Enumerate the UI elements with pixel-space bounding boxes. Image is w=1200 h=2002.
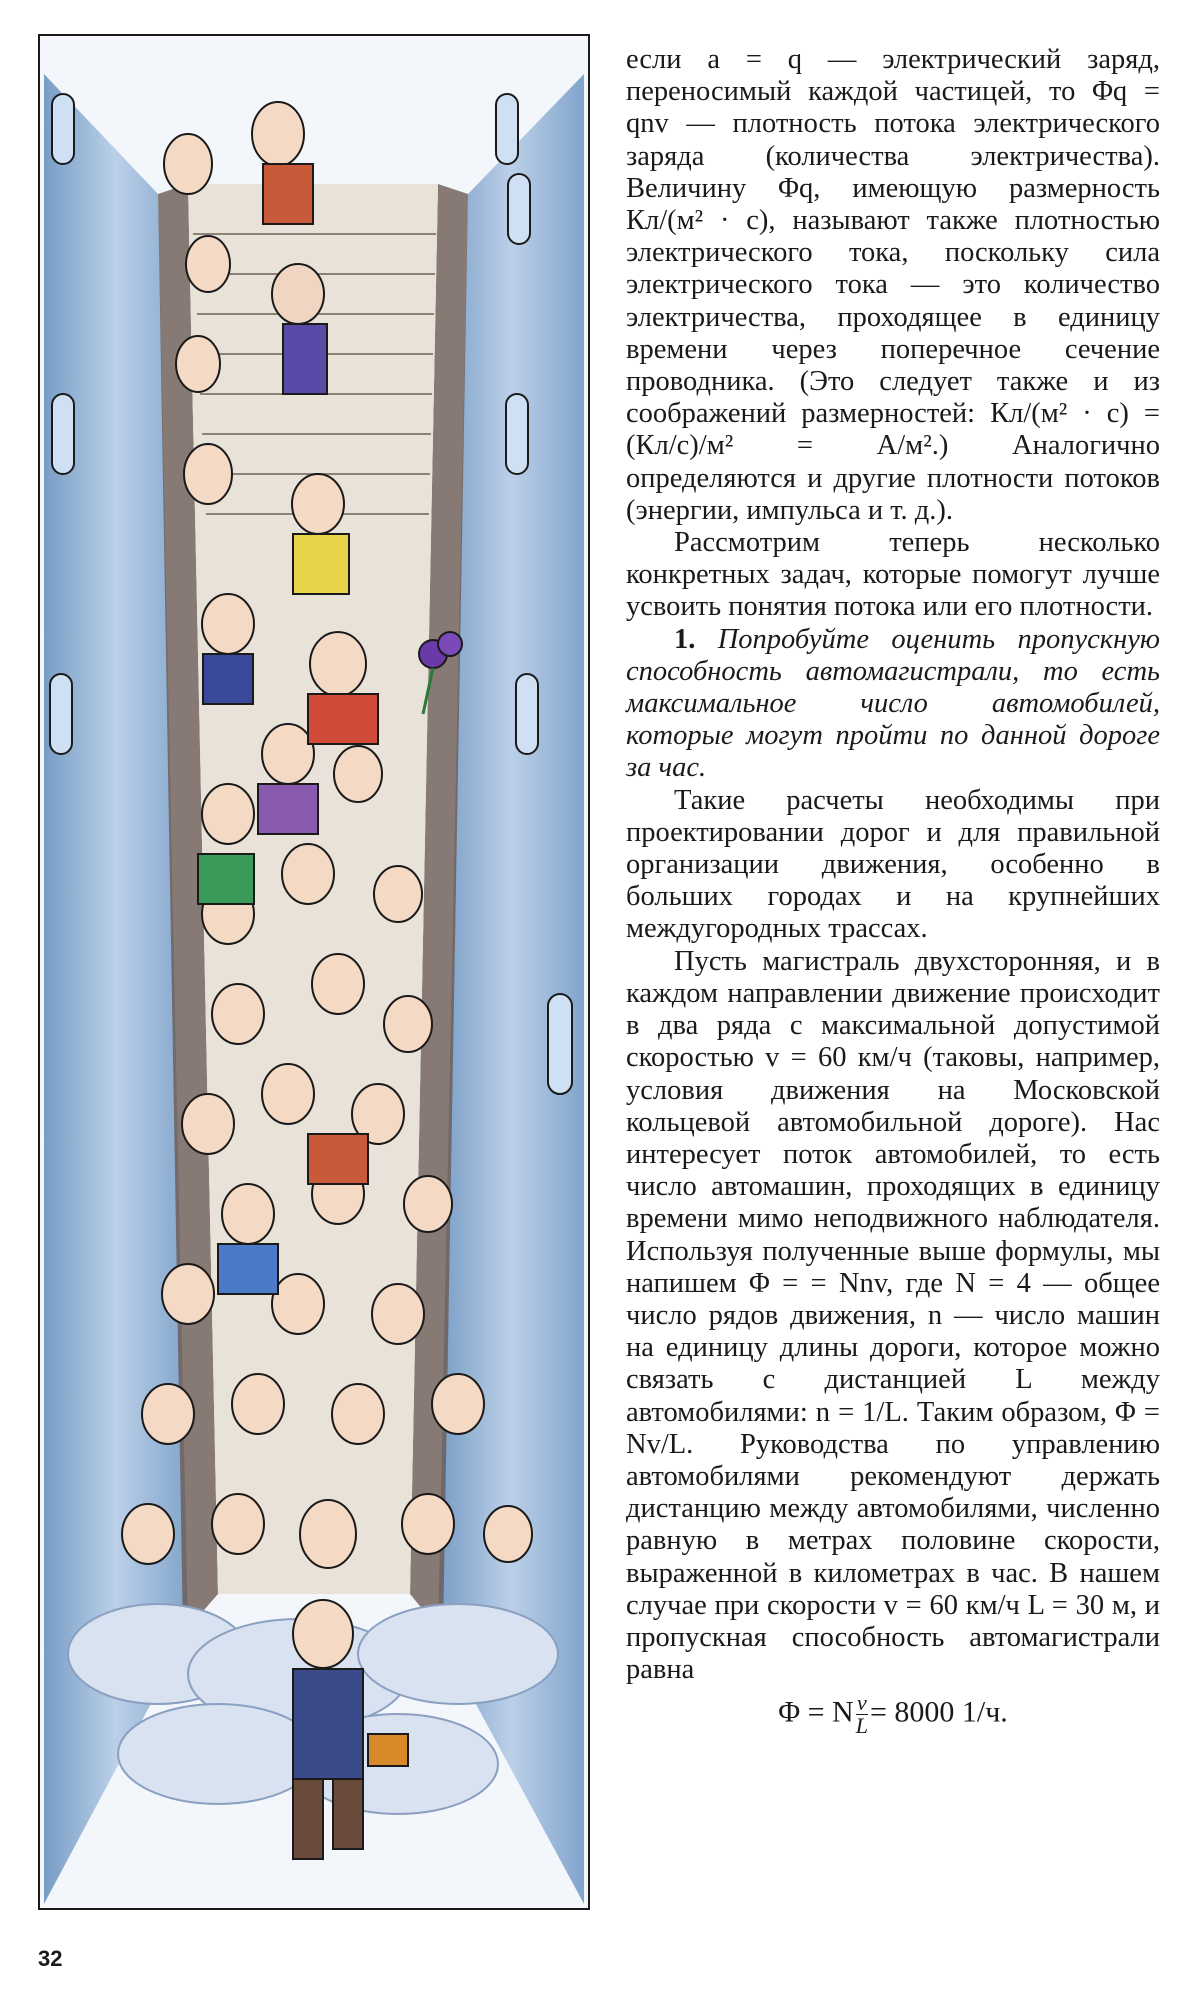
task-1 bbox=[626, 624, 1160, 785]
throughput-formula bbox=[626, 1692, 1160, 1737]
formula-numerator: v bbox=[856, 1690, 867, 1716]
formula-fraction bbox=[856, 1692, 868, 1737]
task-text: Попробуйте оценить пропускную способность автомагистрали, то есть максимальное число автомобилей, которые могут пройти по данной дороге за час. bbox=[626, 623, 1161, 784]
escalator-crowd-illustration bbox=[38, 34, 590, 1910]
paragraph-highway: Пусть магистраль двухсторонняя, и в каждом направлении движение происходит в два ряда с максимальной допустимой скоростью v = 60 км/ч (таковы, например, условия движения на Московской кольцевой автомобильной дороге). Нас интересует поток автомобилей, то есть число автомашин, проходящих в единицу времени мимо неподвижного наблюдателя. Используя полученные выше формулы, мы напишем Φ = = Nnv, где N = 4 — общее число рядов движения, n — число машин на единицу длины дороги, которое можно связать с дистанцией L между автомобилями: n = 1/L. Таким образом, Φ = Nv/L. Руководства по управлению автомобилями рекомендуют держать дистанцию между автомобилями, численно равную в метрах половине скорости, выраженной в километрах в час. В нашем случае при скорости v = 60 км/ч L = 30 м, и пропускная способность автомагистрали равна bbox=[626, 945, 1160, 1686]
paragraph-flux-density: если a = q — электрический заряд, переносимый каждой частицей, то Φq = qnv — плотность потока электрического заряда (количества электричества). Величину Φq, имеющую размерность Кл/(м² · с), называют также плотностью электрического тока, поскольку сила электрического тока — это количество электричества, проходящее в единицу времени через поперечное сечение проводника. (Это следует также и из соображений размерностей: Кл/(м² · с) = (Кл/с)/м² = А/м².) Аналогично определяются и другие плотности потоков (энергии, импульса и т. д.). bbox=[626, 44, 1160, 526]
formula-denominator: L bbox=[855, 1713, 868, 1739]
formula-lhs: Φ = N bbox=[778, 1695, 854, 1729]
page-number: 32 bbox=[38, 1946, 63, 1971]
text-column bbox=[626, 44, 1160, 1737]
formula-rhs: = 8000 1/ч. bbox=[869, 1695, 1008, 1729]
paragraph-intro-tasks: Рассмотрим теперь несколько конкретных задач, которые помогут лучше усвоить понятия потока или его плотности. bbox=[626, 527, 1160, 623]
task-number: 1. bbox=[674, 623, 696, 655]
paragraph-calculations: Такие расчеты необходимы при проектировании дорог и для правильной организации движения, особенно в больших городах и на крупнейших междугородных трассах. bbox=[626, 784, 1160, 945]
